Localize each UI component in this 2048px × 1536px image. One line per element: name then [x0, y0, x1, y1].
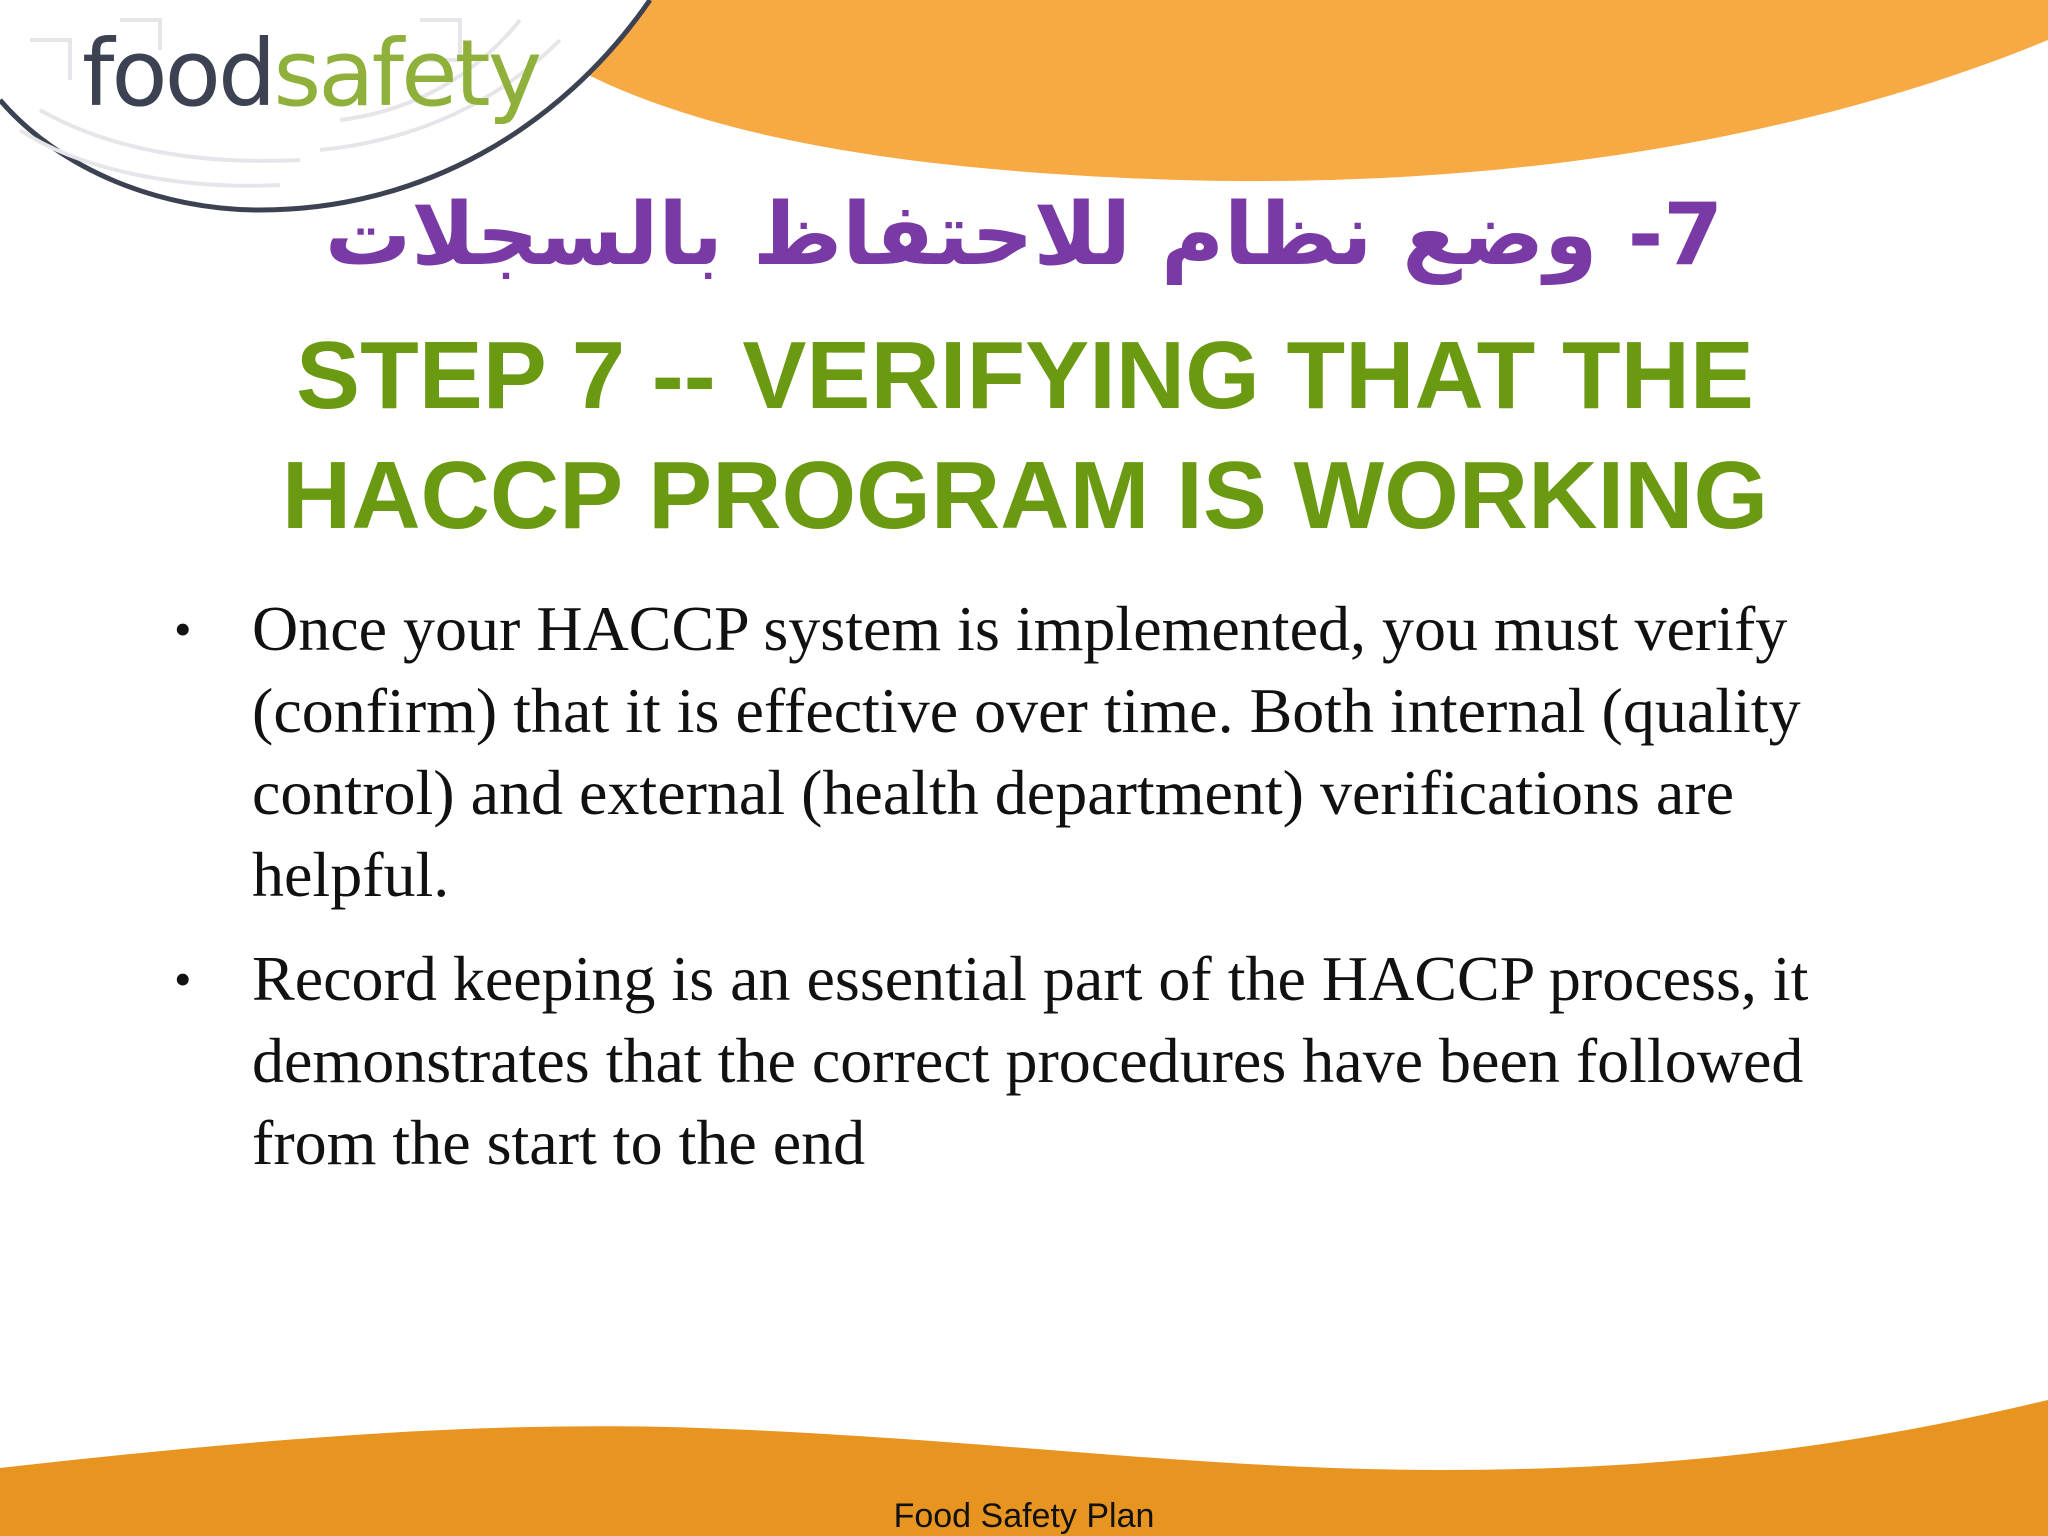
bullet-text: Once your HACCP system is implemented, you must verify (confirm) that it is effective over time. Both internal (quality control) and external (health department) verifications are helpful. — [252, 593, 1801, 910]
bullet-text: Record keeping is an essential part of the HACCP process, it demonstrates that the correct procedures have been followed from the start to the end — [252, 943, 1809, 1178]
top-orange-band — [560, 0, 2048, 181]
footer-text: Food Safety Plan — [893, 1497, 1155, 1535]
logo-word-food: food — [82, 20, 274, 127]
logo-word-safety: safety — [273, 20, 540, 127]
food-safety-logo — [82, 20, 540, 127]
arabic-title: 7- وضع نظام للاحتفاظ بالسجلات — [324, 185, 1724, 285]
bullet-item — [170, 588, 1870, 916]
slide-title — [150, 316, 1900, 556]
bullet-symbol: • — [174, 601, 192, 657]
bullet-item — [170, 938, 1870, 1184]
title-line-2: HACCP PROGRAM IS WORKING — [281, 442, 1769, 549]
bullet-list — [170, 588, 1870, 1206]
bullet-symbol: • — [174, 951, 192, 1007]
title-line-1: STEP 7 -- VERIFYING THAT THE — [296, 322, 1754, 429]
